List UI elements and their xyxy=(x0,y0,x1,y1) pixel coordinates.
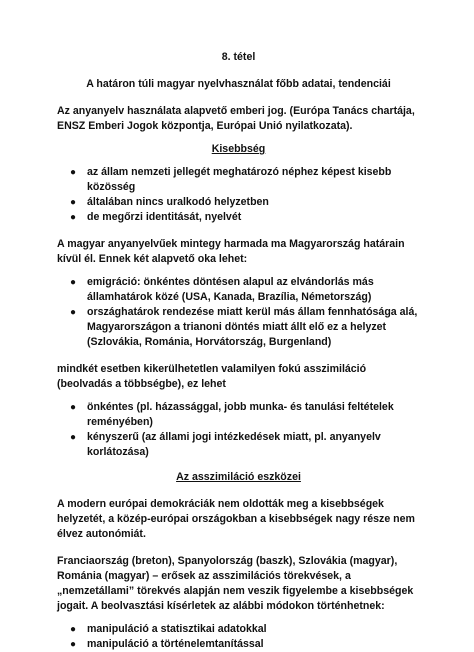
list-item: ● manipuláció a történelemtanítással xyxy=(70,638,264,650)
paragraph-asszimilacio: mindkét esetben kikerülhetetlen valamilyen fokú asszimiláció (beolvadás a többségbe), ez lehet xyxy=(57,363,367,390)
paragraph-orszagok: Franciaország (breton), Spanyolország (baszk), Szlovákia (magyar), Románia (magyar) – erősek az asszimilációs törekvések, a „nemzetállami” törekvés alapján nem veszik figyelembe a kisebbségek jogait. A beolvasztási kísérletek az alábbi módokon történhetnek: xyxy=(57,555,414,612)
intro-paragraph: Az anyanyelv használata alapvető emberi jog. (Európa Tanács chartája, ENSZ Emberi Jogok központja, Európai Unió nyilatkozata). xyxy=(57,105,415,132)
page-subtitle: A határon túli magyar nyelvhasználat főbb adatai, tendenciái xyxy=(86,78,391,90)
list-item: ● az állam nemzeti jellegét meghatározó néphez képest kisebb közösség xyxy=(70,166,392,193)
list-item: ● de megőrzi identitását, nyelvét xyxy=(70,211,242,223)
bullet-icon: ● xyxy=(70,639,77,650)
list-item: ● önkéntes (pl. házassággal, jobb munka- és tanulási feltételek reményében) xyxy=(70,401,394,428)
bullet-icon: ● xyxy=(70,277,77,288)
bullet-icon: ● xyxy=(70,624,77,635)
bullet-icon: ● xyxy=(70,197,77,208)
manipulacio-list xyxy=(57,622,420,652)
kisebbseg-list xyxy=(57,165,420,225)
okok-list xyxy=(57,275,420,350)
section-heading-eszkozei: Az asszimiláció eszközei xyxy=(176,471,301,483)
list-item: ● országhatárok rendezése miatt kerül más állam fennhatósága alá, Magyarországon a trianoni döntés miatt állt elő ez a helyzet (Szlovákia, Románia, Horvátország, Burgenland) xyxy=(70,306,418,348)
bullet-icon: ● xyxy=(70,402,77,413)
asszimilacio-list xyxy=(57,400,420,460)
page-title: 8. tétel xyxy=(221,51,256,63)
list-item: ● manipuláció a statisztikai adatokkal xyxy=(70,623,267,635)
bullet-icon: ● xyxy=(70,167,77,178)
paragraph-demokraciak: A modern európai demokráciák nem oldották meg a kisebbségek helyzetét, a közép-európai országokban a kisebbségek nagy része nem élvez autonómiát. xyxy=(57,498,415,540)
bullet-icon: ● xyxy=(70,212,77,223)
list-item: ● kényszerű (az állami jogi intézkedések miatt, pl. anyanyelv korlátozása) xyxy=(70,431,381,458)
list-item: ● emigráció: önkéntes döntésen alapul az elvándorlás más államhatárok közé (USA, Kanada, Brazília, Németország) xyxy=(70,276,374,303)
bullet-icon: ● xyxy=(70,307,77,318)
section-heading-kisebbseg: Kisebbség xyxy=(211,143,266,155)
paragraph-anyanyelvuek: A magyar anyanyelvűek mintegy harmada ma Magyarország határain kívül él. Ennek két alapvető oka lehet: xyxy=(57,238,405,265)
list-item: ● általában nincs uralkodó helyzetben xyxy=(70,196,269,208)
bullet-icon: ● xyxy=(70,432,77,443)
